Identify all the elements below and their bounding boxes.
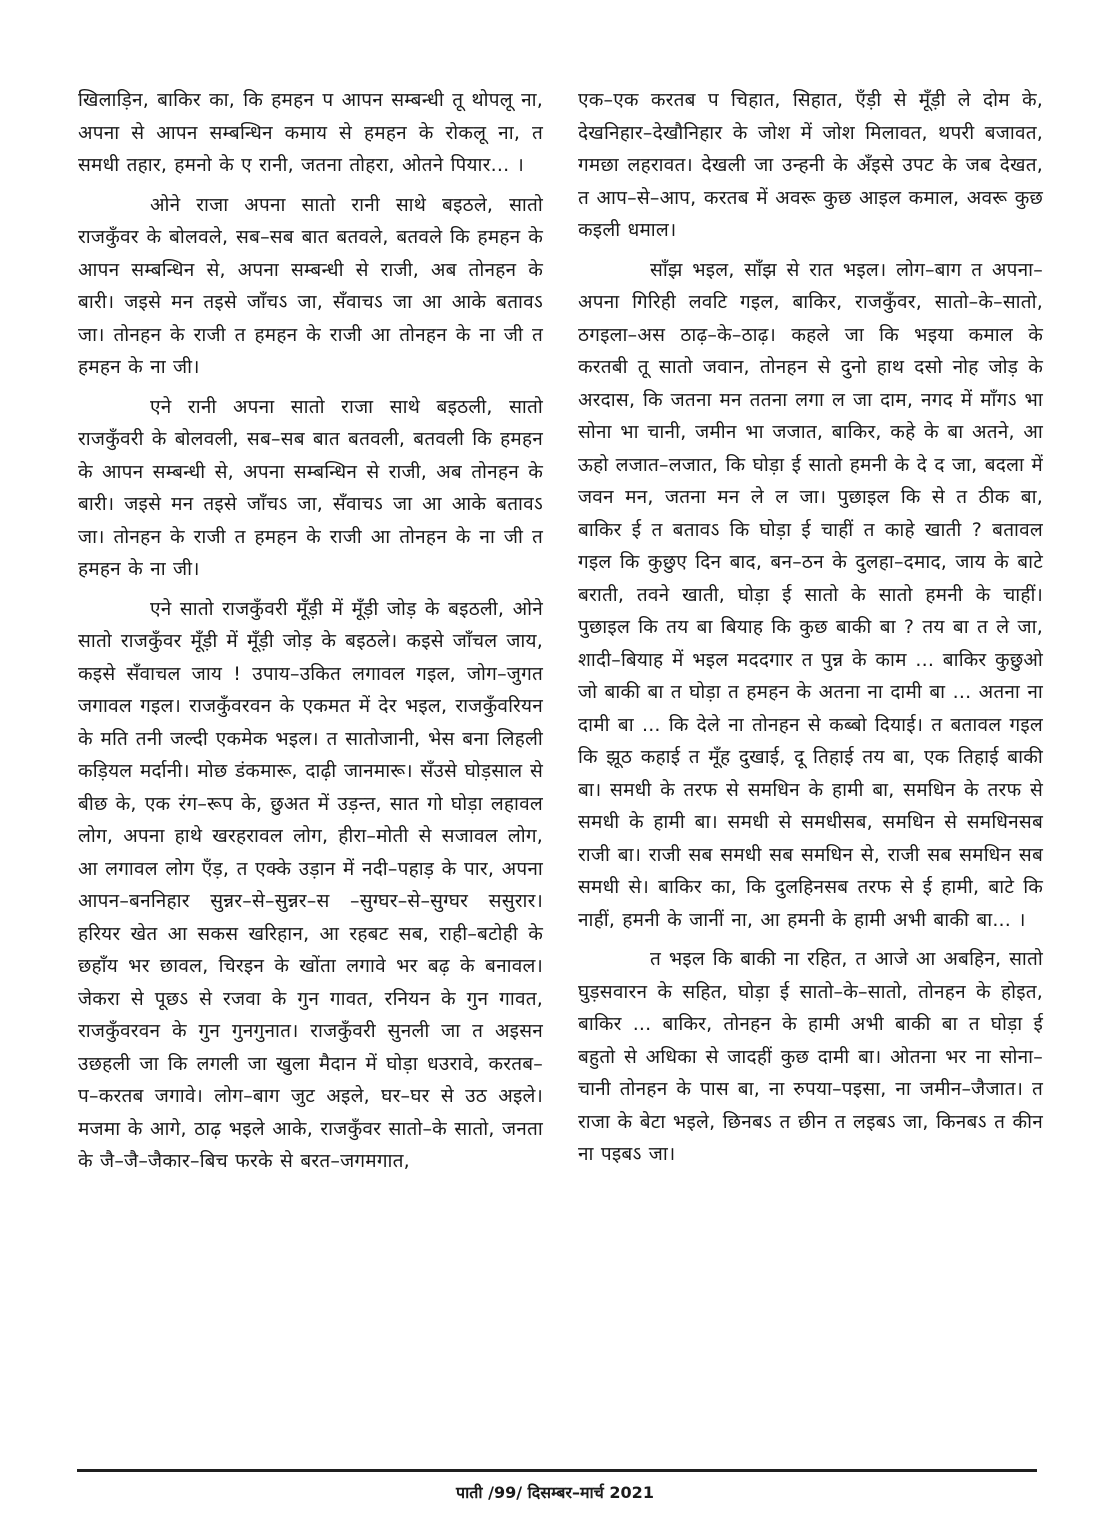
- paragraph: एने सातो राजकुँवरी मूँड़ी में मूँड़ी जोड़ के बइठली, ओने सातो राजकुँवर मूँड़ी में मूँड़ी जोड़ के बइठले। कइसे जाँचल जाय, कइसे सँवाचल जाय ! उपाय–उकित लगावल गइल, जोग–जुगत जगावल गइल। राजकुँवरवन के एकमत में देर भइल, राजकुँवरियन के मति तनी जल्दी एकमेक भइल। त सातोजानी, भेस बना लिहली कड़ियल मर्दानी। मोछ डंकमारू, दाढ़ी जानमारू। सँउसे घोड़साल से बीछ के, एक रंग–रूप के, छुअत में उड़न्त, सात गो घोड़ा लहावल लोग, अपना हाथे खरहरावल लोग, हीरा–मोती से सजावल लोग, आ लगावल लोग एँड़, त एक्के उड़ान में नदी–पहाड़ के पार, अपना आपन–बननिहार सुन्नर–से–सुन्नर–स –सुग्घर–से–सुग्घर ससुरार। हरियर खेत आ सकस खरिहान, आ रहबट सब, राही–बटोही के छहाँय भर छावल, चिरइन के खोंता लगावे भर बढ़ के बनावल। जेकरा से पूछऽ से रजवा के गुन गावत, रनियन के गुन गावत, राजकुँवरवन के गुन गुनगुनात। राजकुँवरी सुनली जा त अइसन उछहली जा कि लगली जा खुला मैदान में घोड़ा धउरावे, करतब–प–करतब जगावे। लोग–बाग जुट अइले, घर–घर से उठ अइले। मजमा के आगे, ठाढ़ भइले आके, राजकुँवर सातो–के सातो, जनता के जै–जै–जैकार–बिच फरके से बरत–जगमगात,: [78, 597, 543, 1172]
- right-column: [578, 84, 1043, 1178]
- paragraph: खिलाड़िन, बाकिर का, कि हमहन प आपन सम्बन्धी तू थोपलू ना, अपना से आपन सम्बन्धिन कमाय से हमहन के रोकलू ना, त समधी तहार, हमनो के ए रानी, जतना तोहरा, ओतने पियार... ।: [78, 89, 543, 176]
- page-footer: पाती /99/ दिसम्बर–मार्च 2021: [456, 1483, 654, 1502]
- paragraph: एक–एक करतब प चिहात, सिहात, एँड़ी से मूँड़ी ले दोम के, देखनिहार–देखौनिहार के जोश में जोश मिलावत, थपरी बजावत, गमछा लहरावत। देखली जा उन्हनी के अँइसे उपट के जब देखत, त आप–से–आप, करतब में अवरू कुछ आइल कमाल, अवरू कुछ कइली धमाल।: [578, 89, 1043, 241]
- paragraph: एने रानी अपना सातो राजा साथे बइठली, सातो राजकुँवरी के बोलवली, सब–सब बात बतवली, बतवली कि हमहन के आपन सम्बन्धी से, अपना सम्बन्धिन से राजी, अब तोनहन के बारी। जइसे मन तइसे जाँचऽ जा, सँवाचऽ जा आ आके बतावऽ जा। तोनहन के राजी त हमहन के राजी आ तोनहन के ना जी त हमहन के ना जी।: [78, 395, 543, 580]
- footer-divider: [77, 1469, 1037, 1472]
- left-column: [78, 84, 543, 1185]
- paragraph: त भइल कि बाकी ना रहित, त आजे आ अबहिन, सातो घुड़सवारन के सहित, घोड़ा ई सातो–के–सातो, तोनहन के होइत, बाकिर ... बाकिर, तोनहन के हामी अभी बाकी बा त घोड़ा ई बहुतो से अधिका से जादहीं कुछ दामी बा। ओतना भर ना सोना–चानी तोनहन के पास बा, ना रुपया–पइसा, ना जमीन–जैजात। त राजा के बेटा भइले, छिनबऽ त छीन त लइबऽ जा, किनबऽ त कीन ना पइबऽ जा।: [578, 948, 1043, 1165]
- paragraph: ओने राजा अपना सातो रानी साथे बइठले, सातो राजकुँवर के बोलवले, सब–सब बात बतवले, बतवले कि हमहन के आपन सम्बन्धिन से, अपना सम्बन्धी से राजी, अब तोनहन के बारी। जइसे मन तइसे जाँचऽ जा, सँवाचऽ जा आ आके बतावऽ जा। तोनहन के राजी त हमहन के राजी आ तोनहन के ना जी त हमहन के ना जी।: [78, 193, 543, 378]
- paragraph: साँझ भइल, साँझ से रात भइल। लोग–बाग त अपना–अपना गिरिही लवटि गइल, बाकिर, राजकुँवर, सातो–के–सातो, ठगइला–अस ठाढ़–के–ठाढ़। कहले जा कि भइया कमाल के करतबी तू सातो जवान, तोनहन से दुनो हाथ दसो नोह जोड़ के अरदास, कि जतना मन ततना लगा ल जा दाम, नगद में माँगऽ भा सोना भा चानी, जमीन भा जजात, बाकिर, कहे के बा अतने, आ ऊहो लजात–लजात, कि घोड़ा ई सातो हमनी के दे द जा, बदला में जवन मन, जतना मन ले ल जा। पुछाइल कि से त ठीक बा, बाकिर ई त बतावऽ कि घोड़ा ई चाहीं त काहे खाती ? बतावल गइल कि कुछुए दिन बाद, बन–ठन के दुलहा–दमाद, जाय के बाटे बराती, तवने खाती, घोड़ा ई सातो के सातो हमनी के चाहीं। पुछाइल कि तय बा बियाह कि कुछ बाकी बा ? तय बा त ले जा, शादी–बियाह में भइल मददगार त पुन्न के काम ... बाकिर कुछुओ जो बाकी बा त घोड़ा त हमहन के अतना ना दामी बा ... अतना ना दामी बा ... कि देले ना तोनहन से कब्बो दियाई। त बतावल गइल कि झूठ कहाई त मूँह दुखाई, दू तिहाई तय बा, एक तिहाई बाकी बा। समधी के तरफ से समधिन के हामी बा, समधिन के तरफ से समधी के हामी बा। समधी से समधीसब, समधिन से समधिनसब राजी बा। राजी सब समधी सब समधिन से, राजी सब समधिन सब समधी से। बाकिर का, कि दुलहिनसब तरफ से ई हामी, बाटे कि नाहीं, हमनी के जानीं ना, आ हमनी के हामी अभी बाकी बा... ।: [578, 258, 1043, 931]
